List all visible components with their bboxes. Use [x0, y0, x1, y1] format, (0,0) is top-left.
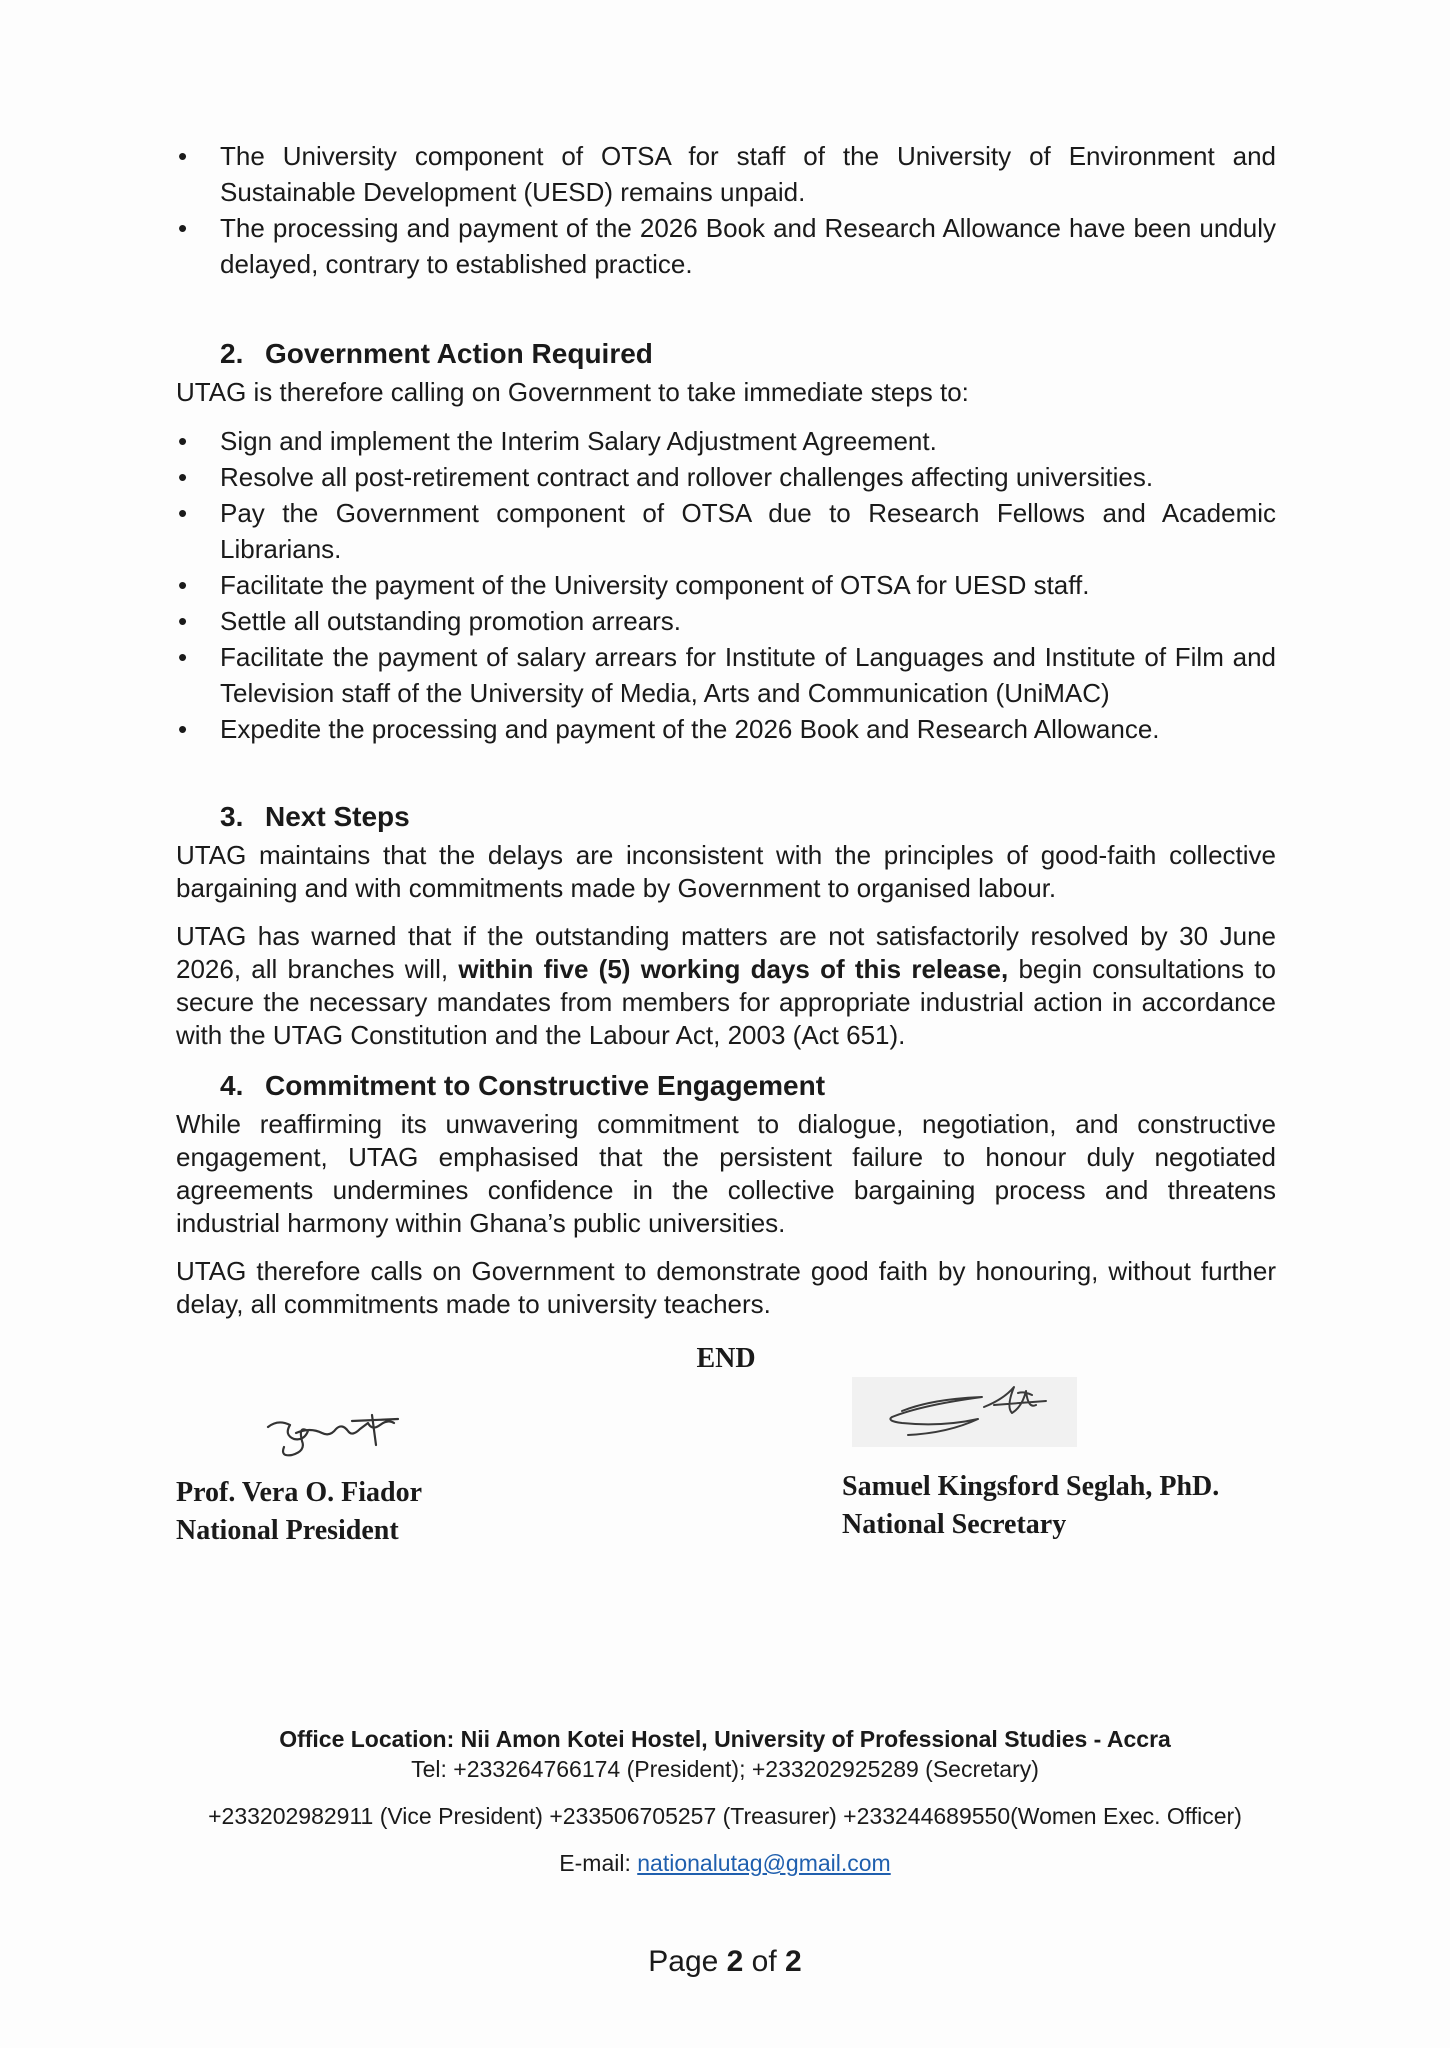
list-item: • The processing and payment of the 2026 Book and Research Allowance have been unduly delayed, contrary to established practice.: [176, 210, 1276, 282]
section-title: Government Action Required: [265, 338, 653, 369]
top-bullet-list: [176, 138, 1276, 282]
section-4-paragraph-2: UTAG therefore calls on Government to demonstrate good faith by honouring, without further delay, all commitments made to university teachers.: [176, 1256, 1276, 1319]
emphasis-text: within five (5) working days of this release,: [458, 954, 1009, 984]
signatory-name: Samuel Kingsford Seglah, PhD.: [842, 1471, 1220, 1502]
list-item: • Facilitate the payment of salary arrears for Institute of Languages and Institute of Film and Television staff of the University of Media, Arts and Communication (UniMAC): [176, 639, 1276, 711]
section-2-heading: [176, 334, 1276, 374]
page-prefix: Page: [648, 1945, 727, 1978]
signatory-name: Prof. Vera O. Fiador: [176, 1477, 423, 1508]
section-4-paragraph-1: While reaffirming its unwavering commitment to dialogue, negotiation, and constructive engagement, UTAG emphasised that the persistent failure to honour duly negotiated agreements undermines confidence in the collective bargaining process and threatens industrial harmony within Ghana’s public universities.: [176, 1109, 1276, 1238]
email-line: [150, 1848, 1300, 1878]
page-footer: [150, 1724, 1300, 1878]
text-run: UTAG has warned that if the outstanding matters are not satisfactorily resolved by 30 June 2026, all branches will,: [176, 921, 1276, 984]
current-page: 2: [726, 1945, 744, 1978]
telephone-line: Tel: +233264766174 (President); +233202925289 (Secretary): [411, 1756, 1039, 1782]
list-item: • Facilitate the payment of the University component of OTSA for UESD staff.: [176, 567, 1276, 603]
page-separator: of: [743, 1945, 786, 1978]
page-number: [0, 1945, 1450, 1979]
president-signature: [176, 1399, 456, 1469]
section-number: 3.: [220, 801, 244, 832]
list-item: • Sign and implement the Interim Salary Adjustment Agreement.: [176, 423, 1276, 459]
section-number: 4.: [220, 1070, 244, 1101]
email-label: E-mail:: [559, 1850, 638, 1876]
list-item: • Pay the Government component of OTSA due to Research Fellows and Academic Librarians.: [176, 495, 1276, 567]
signatory-role: National Secretary: [842, 1509, 1067, 1540]
signature-section: [176, 1399, 1276, 1579]
signatory-president: [176, 1399, 456, 1550]
section-number: 2.: [220, 338, 244, 369]
secretary-signature: [842, 1371, 1082, 1463]
document-body: [176, 138, 1276, 1579]
email-link[interactable]: nationalutag@gmail.com: [637, 1850, 891, 1876]
list-item: • The University component of OTSA for staff of the University of Environment and Sustainable Development (UESD) remains unpaid.: [176, 138, 1276, 210]
section-3-paragraph-2: [176, 920, 1276, 1052]
end-marker: END: [696, 1343, 756, 1374]
section-4-heading: [176, 1066, 1276, 1106]
section-title: Next Steps: [265, 801, 410, 832]
text-run: begin consultations to secure the necessary mandates from members for appropriate industrial action in accordance with the UTAG Constitution and the Labour Act, 2003 (Act 651).: [176, 954, 1276, 1050]
action-bullet-list: [176, 423, 1276, 747]
office-location: Office Location: Nii Amon Kotei Hostel, University of Professional Studies - Accra: [279, 1726, 1171, 1752]
signatory-role: National President: [176, 1515, 399, 1546]
section-2-intro: UTAG is therefore calling on Government to take immediate steps to:: [176, 377, 969, 407]
section-3-paragraph-1: UTAG maintains that the delays are inconsistent with the principles of good-faith collective bargaining and with commitments made by Government to organised labour.: [176, 840, 1276, 903]
list-item: • Settle all outstanding promotion arrears.: [176, 603, 1276, 639]
list-item: • Resolve all post-retirement contract and rollover challenges affecting universities.: [176, 459, 1276, 495]
signatory-secretary: [842, 1371, 1219, 1544]
other-phones-line: +233202982911 (Vice President) +233506705257 (Treasurer) +233244689550(Women Exec. Officer): [208, 1803, 1242, 1829]
section-title: Commitment to Constructive Engagement: [265, 1070, 826, 1101]
section-3-heading: [176, 797, 1276, 837]
total-pages: 2: [785, 1945, 802, 1978]
list-item: • Expedite the processing and payment of the 2026 Book and Research Allowance.: [176, 711, 1276, 747]
